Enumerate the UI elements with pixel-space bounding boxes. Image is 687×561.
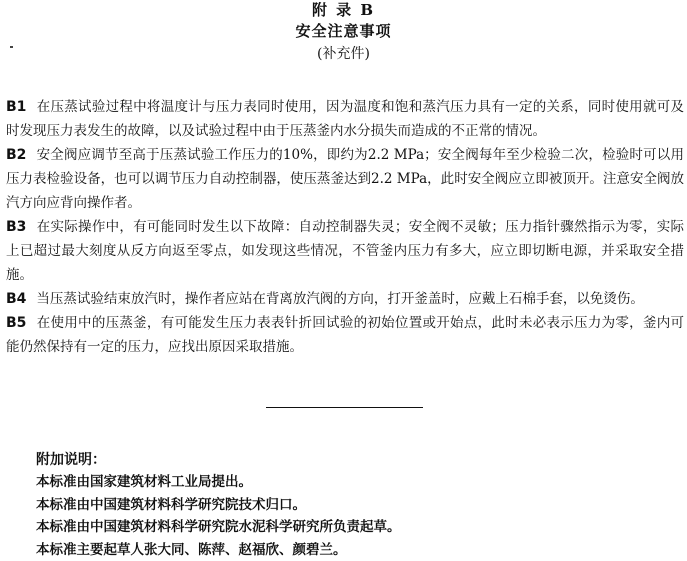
clause-id: B4 — [6, 291, 27, 307]
clause-id: B5 — [6, 315, 27, 331]
appendix-title: 附 录 B — [311, 1, 376, 19]
clause-b4 — [6, 287, 684, 311]
appendix-note: (补充件) — [317, 46, 370, 62]
clause-b3 — [6, 215, 684, 287]
clause-text: 在实际操作中，有可能同时发生以下故障：自动控制器失灵；安全阀不灵敏；压力指针骤然指示为零，实际上已超过最大刻度从反方向返至零点，如发现这些情况，不管釜内压力有多大，应立即切断电源，并采取安全措施。 — [6, 219, 684, 283]
clause-b2 — [6, 143, 684, 215]
clause-text: 在使用中的压蒸釜，有可能发生压力表表针折回试验的初始位置或开始点，此时未必表示压力为零，釜内可能仍然保持有一定的压力，应找出原因采取措施。 — [6, 315, 684, 355]
section-divider — [266, 407, 423, 408]
additional-notes — [36, 449, 676, 561]
notes-heading: 附加说明： — [36, 452, 106, 468]
clause-text: 安全阀应调节至高于压蒸试验工作压力的10%，即约为2.2 MPa；安全阀每年至少检验二次，检验时可以用压力表检验设备，也可以调节压力自动控制器，使压蒸釜达到2.2 MPa，此时安全阀应立即被顶开。注意安全阀放汽方向应背向操作者。 — [6, 147, 684, 211]
note-line: 本标准由中国建筑材料科学研究院水泥科学研究所负责起草。 — [36, 519, 401, 535]
clause-id: B3 — [6, 219, 27, 235]
clause-b1 — [6, 95, 684, 143]
clause-list — [6, 95, 684, 359]
appendix-subtitle: 安全注意事项 — [295, 22, 392, 40]
note-line: 本标准由中国建筑材料科学研究院技术归口。 — [36, 496, 306, 513]
clause-text: 在压蒸试验过程中将温度计与压力表同时使用，因为温度和饱和蒸汽压力具有一定的关系，同时使用就可及时发现压力表发生的故障，以及试验过程中由于压蒸釜内水分损失而造成的不正常的情况。 — [6, 99, 684, 139]
note-line: 本标准由国家建筑材料工业局提出。 — [36, 474, 252, 490]
clause-b5 — [6, 311, 684, 359]
clause-id: B1 — [6, 99, 27, 115]
note-line: 本标准主要起草人张大同、陈萍、赵福欣、颜碧兰。 — [36, 541, 347, 558]
clause-id: B2 — [6, 147, 27, 163]
clause-text: 当压蒸试验结束放汽时，操作者应站在背离放汽阀的方向，打开釜盖时，应戴上石棉手套，以免烫伤。 — [36, 291, 644, 307]
